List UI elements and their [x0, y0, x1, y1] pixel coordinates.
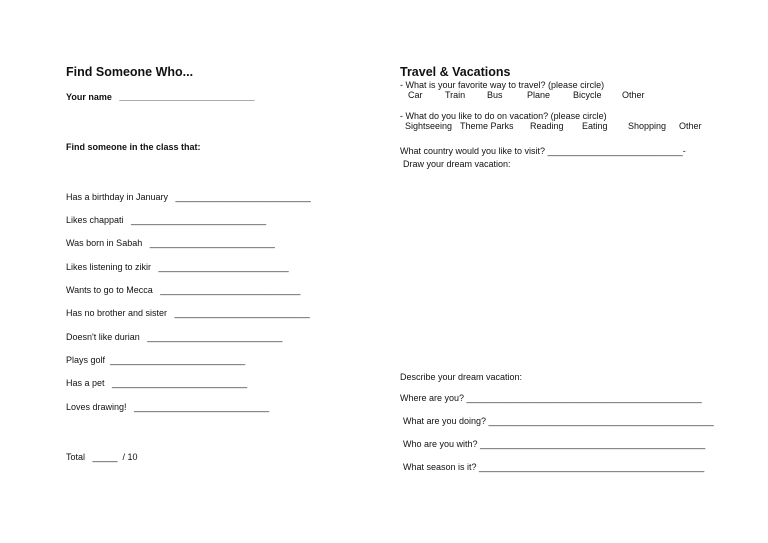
- item-chappati: Likes chappati ___________________________: [66, 215, 267, 225]
- item-mecca: Wants to go to Mecca ____________________________: [66, 285, 301, 295]
- item-sabah: Was born in Sabah _________________________: [66, 238, 275, 248]
- option-other-travel: Other: [622, 90, 645, 100]
- vacation-question: - What do you like to do on vacation? (please circle): [400, 111, 607, 121]
- option-bicycle: Bicycle: [573, 90, 602, 100]
- find-instruction: Find someone in the class that:: [66, 142, 201, 152]
- option-plane: Plane: [527, 90, 551, 100]
- describe-prompt: Describe your dream vacation:: [400, 372, 523, 382]
- travel-question: - What is your favorite way to travel? (please circle): [400, 80, 605, 90]
- doing-question: What are you doing? _____________________________________________: [403, 416, 714, 426]
- your-name-line: Your name ___________________________: [66, 92, 255, 102]
- option-other-activity: Other: [679, 121, 702, 131]
- left-title: Find Someone Who...: [66, 65, 194, 79]
- draw-prompt: Draw your dream vacation:: [403, 159, 511, 169]
- option-theme-parks: Theme Parks: [460, 121, 514, 131]
- option-sightseeing: Sightseeing: [405, 121, 453, 131]
- option-shopping: Shopping: [628, 121, 667, 131]
- item-pet: Has a pet ___________________________: [66, 378, 248, 388]
- where-question: Where are you? _______________________________________________: [400, 393, 702, 403]
- option-car: Car: [408, 90, 423, 100]
- season-question: What season is it? _____________________________________________: [403, 462, 705, 472]
- item-golf: Plays golf ___________________________: [66, 355, 246, 365]
- item-durian: Doesn't like durian ___________________________: [66, 332, 283, 342]
- option-bus: Bus: [487, 90, 503, 100]
- item-brother-sister: Has no brother and sister ___________________________: [66, 308, 310, 318]
- right-title: Travel & Vacations: [400, 65, 511, 79]
- with-question: Who are you with? _____________________________________________: [403, 439, 706, 449]
- option-train: Train: [445, 90, 466, 100]
- item-birthday: Has a birthday in January ___________________________: [66, 192, 311, 202]
- option-eating: Eating: [582, 121, 608, 131]
- total-score: Total _____ / 10: [66, 452, 138, 462]
- option-reading: Reading: [530, 121, 564, 131]
- item-drawing: Loves drawing! ___________________________: [66, 402, 270, 412]
- country-question: What country would you like to visit? ___________________________-: [400, 146, 686, 156]
- item-zikir: Likes listening to zikir __________________________: [66, 262, 289, 272]
